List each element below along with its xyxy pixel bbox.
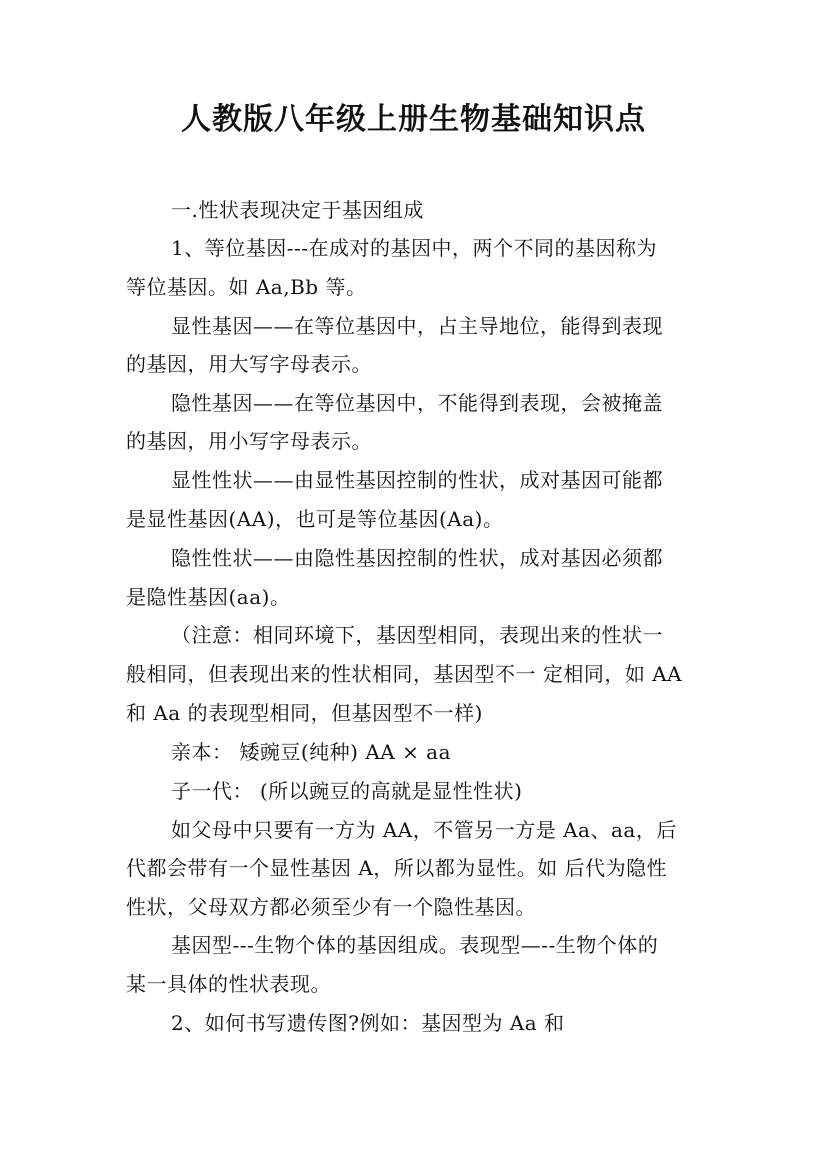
section-heading-traits: 一.性状表现决定于基因组成 [171,198,424,222]
paragraph-line: 代都会带有一个显性基因 A，所以都为显性。如 后代为隐性 [126,856,668,880]
paragraph-line: 亲本： 矮豌豆(纯种) AA × aa [171,740,452,764]
paragraph-line: 等位基因。如 Aa,Bb 等。 [126,275,367,299]
paragraph-line: 是显性基因(AA)，也可是等位基因(Aa)。 [126,507,504,531]
section-heading-pedigree: 2、如何书写遗传图?例如：基因型为 Aa 和 [171,1011,565,1035]
paragraph-line: 显性基因——在等位基因中，占主导地位，能得到表现 [171,314,663,338]
paragraph-line: 隐性基因——在等位基因中，不能得到表现，会被掩盖 [171,391,663,415]
paragraph-line: 如父母中只要有一方为 AA，不管另一方是 Aa、aa，后 [171,818,677,842]
paragraph-line: 和 Aa 的表现型相同，但基因型不一样) [126,701,483,725]
paragraph-line: （注意：相同环境下，基因型相同，表现出来的性状一 [171,623,663,647]
document-title: 人教版八年级上册生物基础知识点 [181,102,646,137]
paragraph-line: 子一代： (所以豌豆的高就是显性性状) [171,779,523,803]
paragraph-line: 隐性性状——由隐性基因控制的性状，成对基因必须都 [171,546,663,570]
paragraph-line: 的基因，用小写字母表示。 [126,429,372,453]
paragraph-line: 般相同，但表现出来的性状相同，基因型不一 定相同，如 AA [126,662,683,686]
paragraph-line: 基因型---生物个体的基因组成。表现型—--生物个体的 [171,933,659,957]
paragraph-line: 某一具体的性状表现。 [126,972,331,996]
paragraph-line: 性状，父母双方都必须至少有一个隐性基因。 [126,895,536,919]
paragraph-line: 1、等位基因---在成对的基因中，两个不同的基因称为 [171,236,657,260]
paragraph-line: 的基因，用大写字母表示。 [126,352,372,376]
paragraph-line: 显性性状——由显性基因控制的性状，成对基因可能都 [171,468,663,492]
paragraph-line: 是隐性基因(aa)。 [126,585,291,609]
